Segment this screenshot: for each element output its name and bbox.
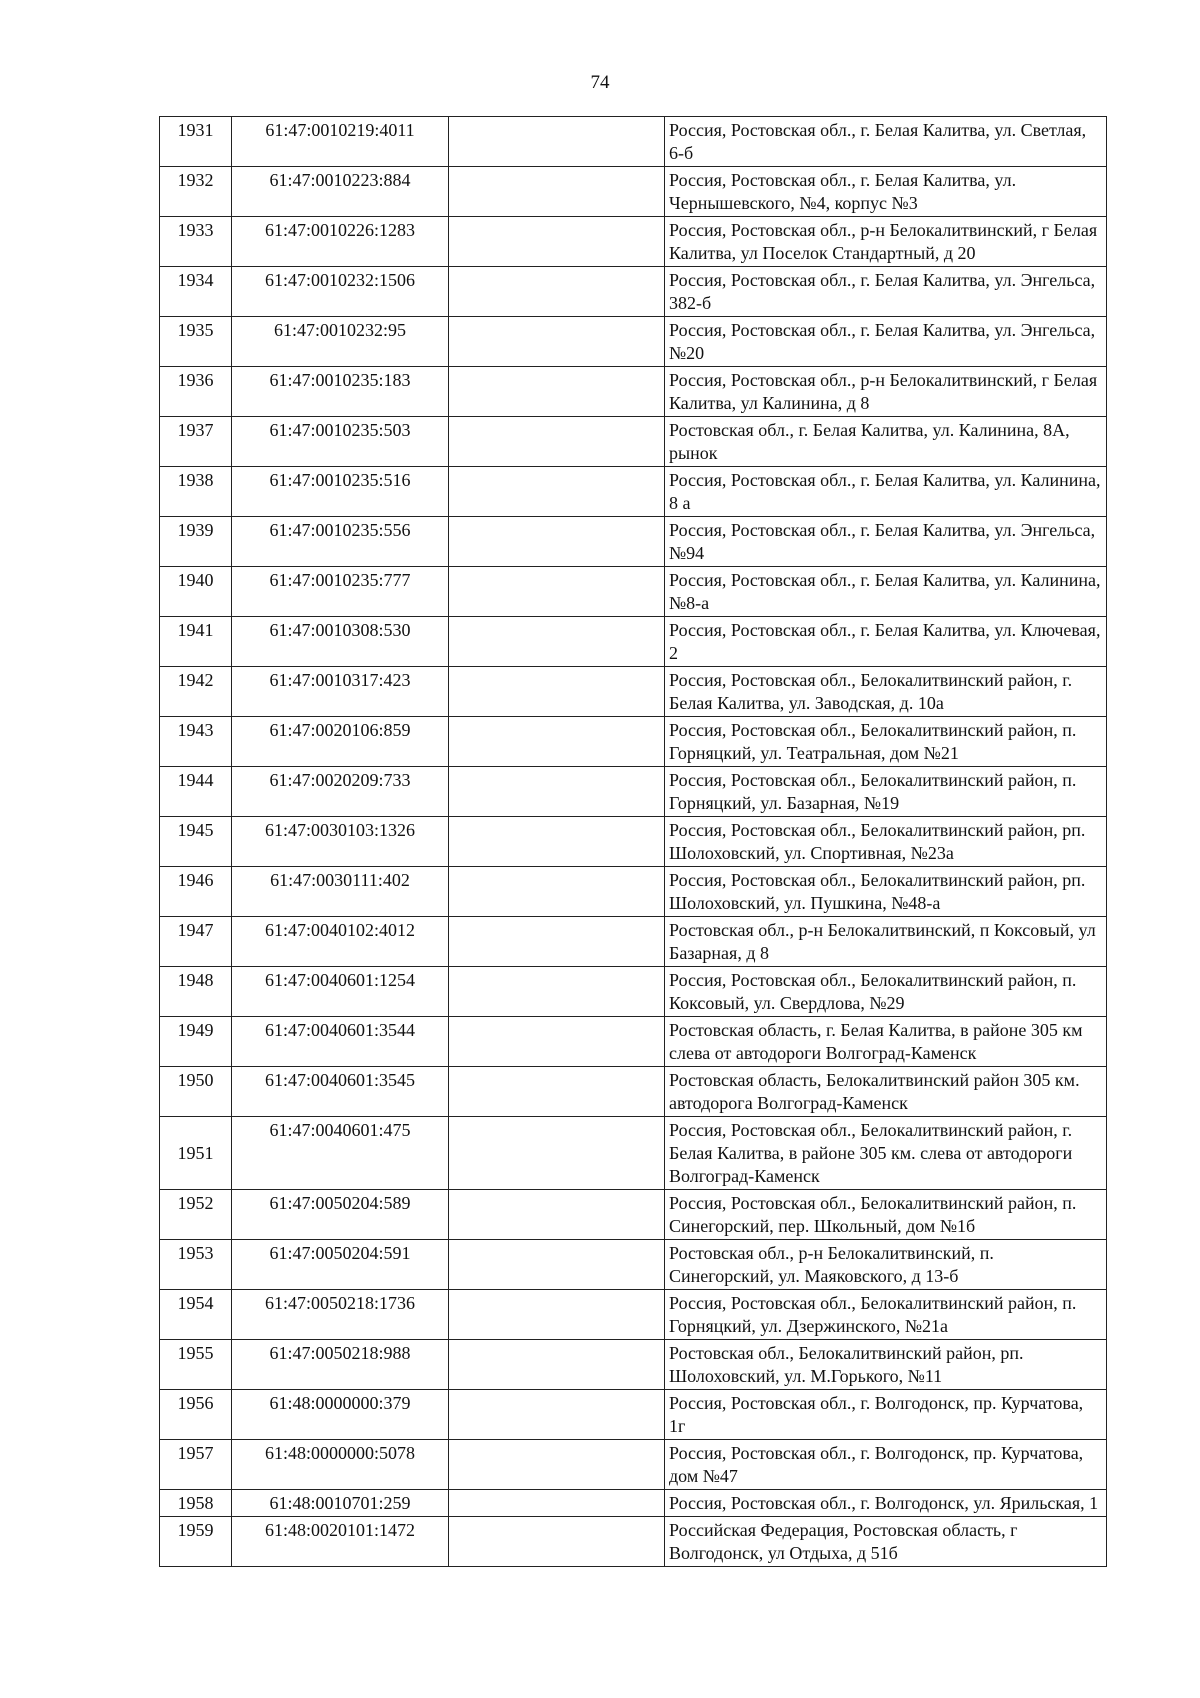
row-number: 1952 <box>160 1190 232 1240</box>
empty-cell <box>449 1440 665 1490</box>
address: Россия, Ростовская обл., г. Волгодонск, пр. Курчатова, 1г <box>665 1390 1107 1440</box>
cadastral-number: 61:47:0010232:95 <box>232 317 449 367</box>
empty-cell <box>449 717 665 767</box>
row-number: 1954 <box>160 1290 232 1340</box>
row-number: 1955 <box>160 1340 232 1390</box>
cadastral-number: 61:47:0050218:1736 <box>232 1290 449 1340</box>
row-number: 1932 <box>160 167 232 217</box>
address: Россия, Ростовская обл., р-н Белокалитвинский, г Белая Калитва, ул Калинина, д 8 <box>665 367 1107 417</box>
empty-cell <box>449 517 665 567</box>
empty-cell <box>449 317 665 367</box>
cadastral-number: 61:47:0010223:884 <box>232 167 449 217</box>
empty-cell <box>449 467 665 517</box>
empty-cell <box>449 1067 665 1117</box>
table-row <box>160 767 1107 817</box>
address: Ростовская обл., р-н Белокалитвинский, п. Синегорский, ул. Маяковского, д 13-б <box>665 1240 1107 1290</box>
cadastral-number: 61:47:0030103:1326 <box>232 817 449 867</box>
address: Россия, Ростовская обл., Белокалитвинский район, п. Синегорский, пер. Школьный, дом №1б <box>665 1190 1107 1240</box>
empty-cell <box>449 867 665 917</box>
cadastral-number: 61:47:0050204:589 <box>232 1190 449 1240</box>
row-number: 1956 <box>160 1390 232 1440</box>
table-row <box>160 417 1107 467</box>
cadastral-number: 61:47:0010219:4011 <box>232 117 449 167</box>
empty-cell <box>449 1117 665 1190</box>
cadastral-number: 61:48:0000000:5078 <box>232 1440 449 1490</box>
empty-cell <box>449 1390 665 1440</box>
cadastral-number: 61:47:0050204:591 <box>232 1240 449 1290</box>
address: Россия, Ростовская обл., г. Волгодонск, ул. Ярильская, 1 <box>665 1490 1107 1517</box>
table-row <box>160 867 1107 917</box>
table-row <box>160 1440 1107 1490</box>
row-number: 1939 <box>160 517 232 567</box>
address: Россия, Ростовская обл., Белокалитвинский район, п. Горняцкий, ул. Дзержинского, №21а <box>665 1290 1107 1340</box>
row-number: 1946 <box>160 867 232 917</box>
cadastral-number: 61:47:0020209:733 <box>232 767 449 817</box>
row-number: 1951 <box>160 1117 232 1190</box>
empty-cell <box>449 617 665 667</box>
empty-cell <box>449 167 665 217</box>
table-row <box>160 567 1107 617</box>
empty-cell <box>449 417 665 467</box>
cadastral-number: 61:47:0010235:777 <box>232 567 449 617</box>
row-number: 1947 <box>160 917 232 967</box>
table-row <box>160 1117 1107 1190</box>
row-number: 1943 <box>160 717 232 767</box>
row-number: 1941 <box>160 617 232 667</box>
cadastral-number: 61:47:0050218:988 <box>232 1340 449 1390</box>
table-row <box>160 167 1107 217</box>
cadastral-number: 61:47:0020106:859 <box>232 717 449 767</box>
table-row <box>160 367 1107 417</box>
table-row <box>160 667 1107 717</box>
empty-cell <box>449 817 665 867</box>
table-row <box>160 967 1107 1017</box>
cadastral-number: 61:47:0010235:183 <box>232 367 449 417</box>
table-row <box>160 117 1107 167</box>
address: Россия, Ростовская обл., Белокалитвинский район, п. Горняцкий, ул. Базарная, №19 <box>665 767 1107 817</box>
empty-cell <box>449 367 665 417</box>
address: Россия, Ростовская обл., г. Белая Калитва, ул. Калинина, №8-а <box>665 567 1107 617</box>
table-row <box>160 1390 1107 1440</box>
cadastral-number: 61:47:0040601:1254 <box>232 967 449 1017</box>
cadastral-number: 61:48:0020101:1472 <box>232 1517 449 1567</box>
address: Россия, Ростовская обл., Белокалитвинский район, г. Белая Калитва, в районе 305 км. слева от автодороги Волгоград-Каменск <box>665 1117 1107 1190</box>
address: Ростовская область, Белокалитвинский район 305 км. автодорога Волгоград-Каменск <box>665 1067 1107 1117</box>
address: Россия, Ростовская обл., г. Белая Калитва, ул. Калинина, 8 а <box>665 467 1107 517</box>
address: Россия, Ростовская обл., Белокалитвинский район, п. Горняцкий, ул. Театральная, дом №21 <box>665 717 1107 767</box>
address: Россия, Ростовская обл., г. Белая Калитва, ул. Энгельса, №94 <box>665 517 1107 567</box>
row-number: 1937 <box>160 417 232 467</box>
cadastral-number: 61:47:0010235:503 <box>232 417 449 467</box>
cadastral-number: 61:47:0010226:1283 <box>232 217 449 267</box>
row-number: 1957 <box>160 1440 232 1490</box>
address: Россия, Ростовская обл., Белокалитвинский район, рп. Шолоховский, ул. Спортивная, №23а <box>665 817 1107 867</box>
table-row <box>160 1340 1107 1390</box>
row-number: 1949 <box>160 1017 232 1067</box>
row-number: 1934 <box>160 267 232 317</box>
empty-cell <box>449 667 665 717</box>
empty-cell <box>449 1290 665 1340</box>
address: Россия, Ростовская обл., г. Белая Калитва, ул. Энгельса, №20 <box>665 317 1107 367</box>
cadastral-number: 61:47:0010308:530 <box>232 617 449 667</box>
page-number: 74 <box>590 72 610 93</box>
address: Россия, Ростовская обл., Белокалитвинский район, п. Коксовый, ул. Свердлова, №29 <box>665 967 1107 1017</box>
cadastral-number: 61:48:0000000:379 <box>232 1390 449 1440</box>
empty-cell <box>449 1240 665 1290</box>
address: Ростовская область, г. Белая Калитва, в районе 305 км слева от автодороги Волгоград-Каменск <box>665 1017 1107 1067</box>
cadastral-number: 61:47:0010232:1506 <box>232 267 449 317</box>
address: Россия, Ростовская обл., Белокалитвинский район, рп. Шолоховский, ул. Пушкина, №48-а <box>665 867 1107 917</box>
row-number: 1948 <box>160 967 232 1017</box>
cadastral-number: 61:47:0040102:4012 <box>232 917 449 967</box>
cadastral-number: 61:47:0040601:3545 <box>232 1067 449 1117</box>
address: Ростовская обл., Белокалитвинский район, рп. Шолоховский, ул. М.Горького, №11 <box>665 1340 1107 1390</box>
empty-cell <box>449 1490 665 1517</box>
table-row <box>160 1240 1107 1290</box>
empty-cell <box>449 967 665 1017</box>
table-row <box>160 1017 1107 1067</box>
cadastral-number: 61:47:0030111:402 <box>232 867 449 917</box>
address: Ростовская обл., г. Белая Калитва, ул. Калинина, 8А, рынок <box>665 417 1107 467</box>
empty-cell <box>449 1017 665 1067</box>
row-number: 1931 <box>160 117 232 167</box>
row-number: 1958 <box>160 1490 232 1517</box>
empty-cell <box>449 567 665 617</box>
empty-cell <box>449 767 665 817</box>
row-number: 1953 <box>160 1240 232 1290</box>
registry-table <box>159 116 1107 1567</box>
row-number: 1933 <box>160 217 232 267</box>
cadastral-number: 61:47:0010317:423 <box>232 667 449 717</box>
empty-cell <box>449 917 665 967</box>
empty-cell <box>449 1190 665 1240</box>
table-row <box>160 1290 1107 1340</box>
address: Россия, Ростовская обл., г. Белая Калитва, ул. Светлая, 6-б <box>665 117 1107 167</box>
table-row <box>160 817 1107 867</box>
address: Россия, Ростовская обл., г. Белая Калитва, ул. Ключевая, 2 <box>665 617 1107 667</box>
table-row <box>160 1517 1107 1567</box>
cadastral-number: 61:47:0040601:3544 <box>232 1017 449 1067</box>
table-row <box>160 467 1107 517</box>
empty-cell <box>449 267 665 317</box>
address: Россия, Ростовская обл., Белокалитвинский район, г. Белая Калитва, ул. Заводская, д. 10а <box>665 667 1107 717</box>
row-number: 1935 <box>160 317 232 367</box>
table-row <box>160 1067 1107 1117</box>
row-number: 1940 <box>160 567 232 617</box>
row-number: 1959 <box>160 1517 232 1567</box>
empty-cell <box>449 117 665 167</box>
empty-cell <box>449 1340 665 1390</box>
table-row <box>160 217 1107 267</box>
row-number: 1944 <box>160 767 232 817</box>
empty-cell <box>449 217 665 267</box>
address: Россия, Ростовская обл., г. Белая Калитва, ул. Чернышевского, №4, корпус №3 <box>665 167 1107 217</box>
table-row <box>160 1490 1107 1517</box>
table-row <box>160 1190 1107 1240</box>
cadastral-number: 61:47:0040601:475 <box>232 1117 449 1190</box>
table-row <box>160 267 1107 317</box>
row-number: 1936 <box>160 367 232 417</box>
address: Россия, Ростовская обл., г. Волгодонск, пр. Курчатова, дом №47 <box>665 1440 1107 1490</box>
cadastral-number: 61:47:0010235:556 <box>232 517 449 567</box>
address: Россия, Ростовская обл., р-н Белокалитвинский, г Белая Калитва, ул Поселок Стандартный, д 20 <box>665 217 1107 267</box>
row-number: 1945 <box>160 817 232 867</box>
table-row <box>160 617 1107 667</box>
row-number: 1942 <box>160 667 232 717</box>
registry-table-body <box>160 117 1107 1567</box>
row-number: 1938 <box>160 467 232 517</box>
address: Ростовская обл., р-н Белокалитвинский, п Коксовый, ул Базарная, д 8 <box>665 917 1107 967</box>
address: Российская Федерация, Ростовская область, г Волгодонск, ул Отдыха, д 51б <box>665 1517 1107 1567</box>
cadastral-number: 61:47:0010235:516 <box>232 467 449 517</box>
table-row <box>160 517 1107 567</box>
empty-cell <box>449 1517 665 1567</box>
row-number: 1950 <box>160 1067 232 1117</box>
table-row <box>160 917 1107 967</box>
table-row <box>160 317 1107 367</box>
table-row <box>160 717 1107 767</box>
address: Россия, Ростовская обл., г. Белая Калитва, ул. Энгельса, 382-б <box>665 267 1107 317</box>
cadastral-number: 61:48:0010701:259 <box>232 1490 449 1517</box>
